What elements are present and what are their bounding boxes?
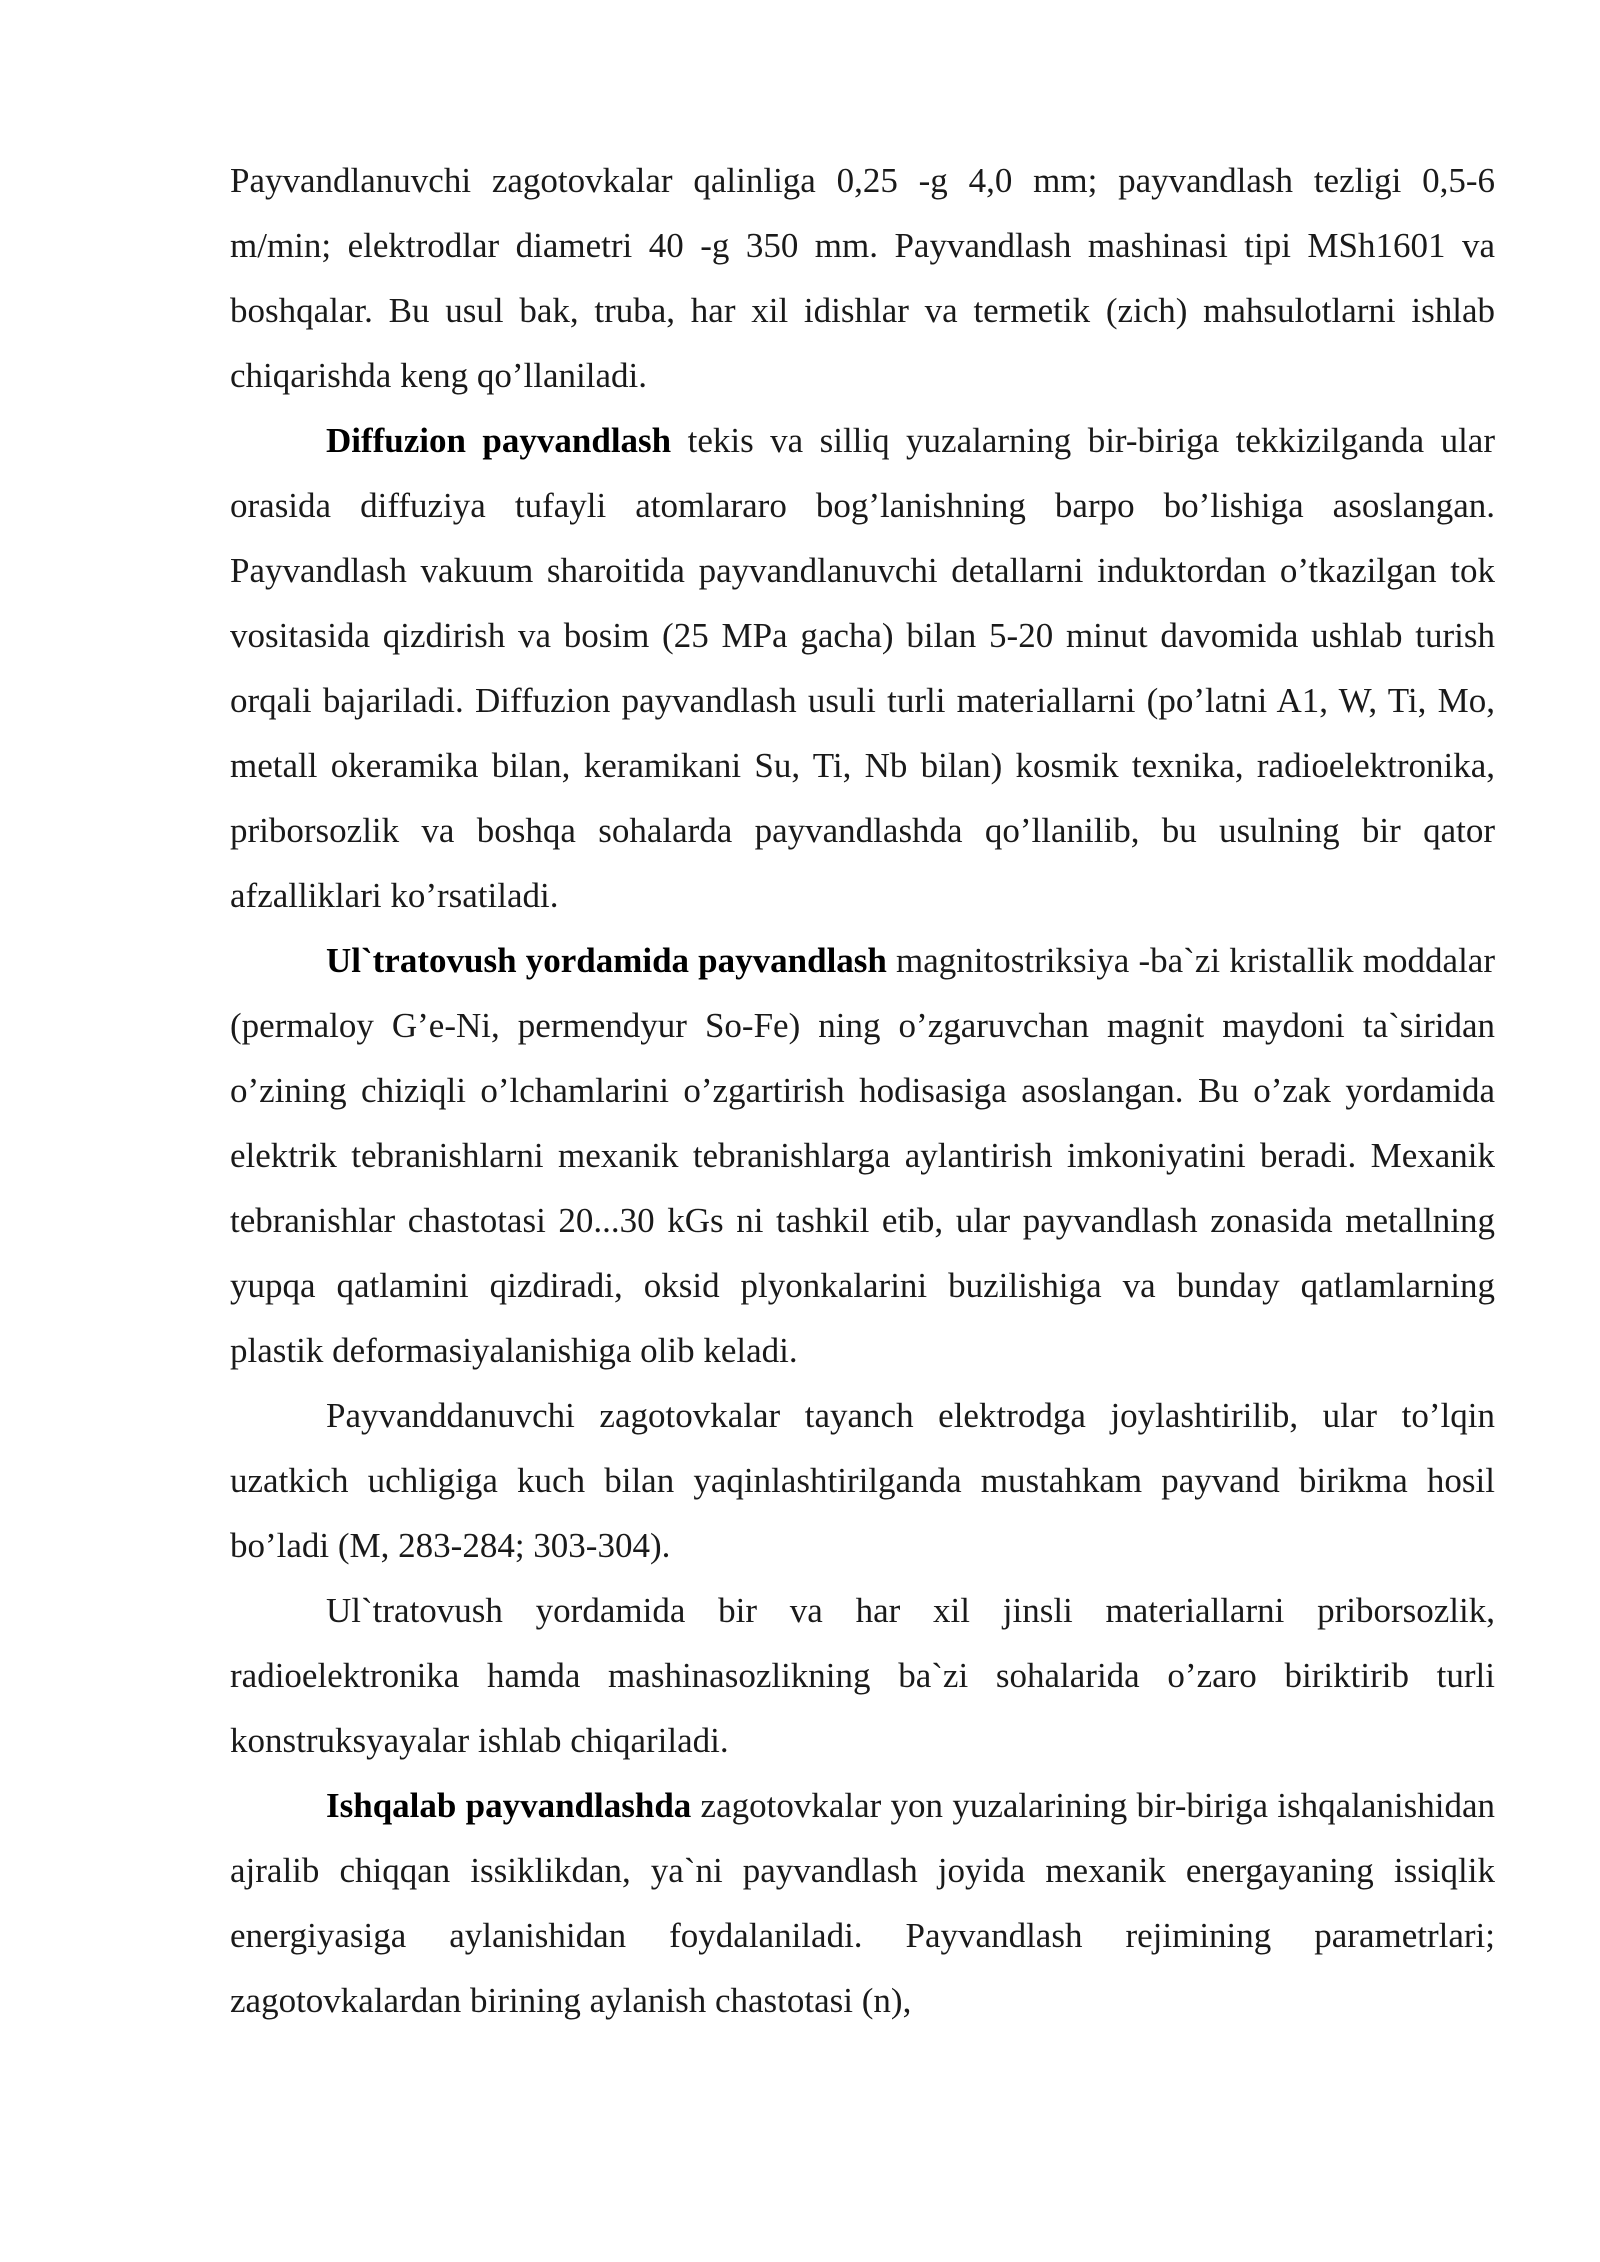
paragraph-4 (230, 1383, 1495, 1578)
paragraph-2 (230, 408, 1495, 928)
term-diffusion-welding: Diffuzion payvandlash (326, 421, 672, 460)
paragraph-1 (230, 148, 1495, 408)
paragraph-2-text: tekis va silliq yuzalarning bir-biriga tekkizilganda ular orasida diffuziya tufayli atomlararo bog’lanishning barpo bo’lishiga asoslangan. Payvandlash vakuum sharoitida payvandlanuvchi detallarni induktordan o’tkazilgan tok vositasida qizdirish va bosim (25 MPa gacha) bilan 5-20 minut davomida ushlab turish orqali bajariladi. Diffuzion payvandlash usuli turli materiallarni (po’latni A1, W, Ti, Mo, metall okeramika bilan, keramikani Su, Ti, Nb bilan) kosmik texnika, radioelektronika, priborsozlik va boshqa sohalarda payvandlashda qo’llanilib, bu usulning bir qator afzalliklari ko’rsatiladi. (230, 421, 1495, 915)
paragraph-6-text: zagotovkalar yon yuzalarining bir-biriga ishqalanishidan ajralib chiqqan issiklikdan, ya`ni payvandlash joyida mexanik energayaning issiqlik energiyasiga aylanishidan foydalaniladi. Payvandlash rejimining parametrlari; zagotovkalardan birining aylanish chastotasi (n), (230, 1786, 1495, 2020)
paragraph-5 (230, 1578, 1495, 1773)
paragraph-6 (230, 1773, 1495, 2033)
paragraph-4-text: Payvanddanuvchi zagotovkalar tayanch elektrodga joylashtirilib, ular to’lqin uzatkich uchligiga kuch bilan yaqinlashtirilganda mustahkam payvand birikma hosil bo’ladi (M, 283-284; 303-304). (230, 1396, 1495, 1565)
paragraph-3 (230, 928, 1495, 1383)
paragraph-1-text: Payvandlanuvchi zagotovkalar qalinliga 0,25 -g 4,0 mm; payvandlash tezligi 0,5-6 m/min; elektrodlar diametri 40 -g 350 mm. Payvandlash mashinasi tipi MSh1601 va boshqalar. Bu usul bak, truba, har xil idishlar va termetik (zich) mahsulotlarni ishlab chiqarishda keng qo’llaniladi. (230, 161, 1495, 395)
document-page (230, 148, 1495, 2033)
term-friction-welding: Ishqalab payvandlashda (326, 1786, 692, 1825)
paragraph-5-text: Ul`tratovush yordamida bir va har xil jinsli materiallarni priborsozlik, radioelektronika hamda mashinasozlikning ba`zi sohalarida o’zaro biriktirib turli konstruksyayalar ishlab chiqariladi. (230, 1591, 1495, 1760)
term-ultrasonic-welding: Ul`tratovush yordamida payvandlash (326, 941, 887, 980)
paragraph-3-text: magnitostriksiya -ba`zi kristallik moddalar (permaloy G’e-Ni, permendyur So-Fe) ning o’zgaruvchan magnit maydoni ta`siridan o’zining chiziqli o’lchamlarini o’zgartirish hodisasiga asoslangan. Bu o’zak yordamida elektrik tebranishlarni mexanik tebranishlarga aylantirish imkoniyatini beradi. Mexanik tebranishlar chastotasi 20...30 kGs ni tashkil etib, ular payvandlash zonasida metallning yupqa qatlamini qizdiradi, oksid plyonkalarini buzilishiga va bunday qatlamlarning plastik deformasiyalanishiga olib keladi. (230, 941, 1495, 1370)
